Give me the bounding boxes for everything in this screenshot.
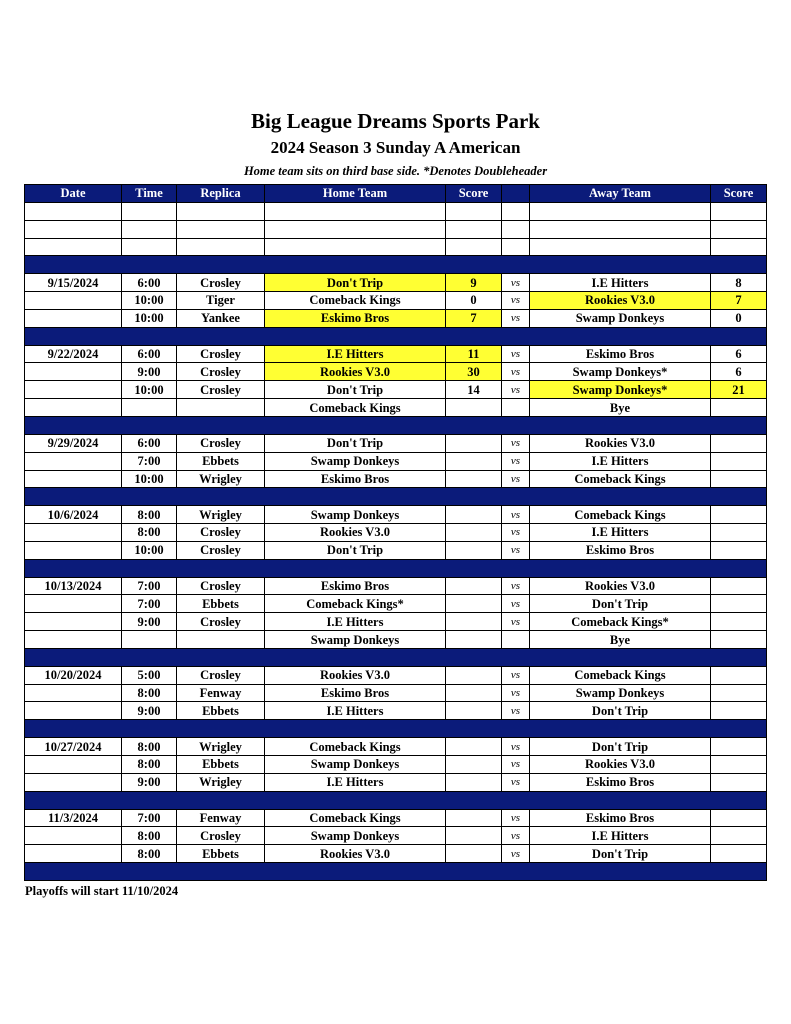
- week-separator: [25, 559, 767, 577]
- home-team: Comeback Kings: [265, 292, 446, 310]
- away-team: Don't Trip: [530, 738, 711, 756]
- game-row: [25, 773, 767, 791]
- game-replica: [177, 631, 265, 649]
- empty-date-cell: [25, 363, 122, 381]
- empty-cell: [177, 202, 265, 220]
- game-row: [25, 631, 767, 649]
- away-team: Swamp Donkeys*: [530, 363, 711, 381]
- game-row: [25, 524, 767, 542]
- home-team: Eskimo Bros: [265, 577, 446, 595]
- game-replica: Crosley: [177, 666, 265, 684]
- empty-cell: [502, 220, 530, 238]
- away-score: 8: [711, 274, 767, 292]
- vs-label: vs: [502, 756, 530, 774]
- vs-label: vs: [502, 773, 530, 791]
- away-team: Don't Trip: [530, 845, 711, 863]
- blank-row: [25, 220, 767, 238]
- away-score: [711, 702, 767, 720]
- home-team: Don't Trip: [265, 274, 446, 292]
- vs-label: vs: [502, 506, 530, 524]
- empty-date-cell: [25, 524, 122, 542]
- separator-bar: [25, 327, 767, 345]
- away-team: Rookies V3.0: [530, 756, 711, 774]
- separator-bar: [25, 791, 767, 809]
- home-team: Swamp Donkeys: [265, 631, 446, 649]
- vs-label: vs: [502, 738, 530, 756]
- away-score: [711, 506, 767, 524]
- empty-cell: [530, 238, 711, 256]
- away-score: [711, 666, 767, 684]
- away-team: Eskimo Bros: [530, 345, 711, 363]
- game-date: 9/29/2024: [25, 434, 122, 452]
- empty-cell: [122, 202, 177, 220]
- separator-bar: [25, 720, 767, 738]
- game-time: 9:00: [122, 613, 177, 631]
- playoffs-note: Playoffs will start 11/10/2024: [25, 884, 179, 898]
- game-time: 8:00: [122, 506, 177, 524]
- home-score: [446, 524, 502, 542]
- game-row: [25, 292, 767, 310]
- game-time: 9:00: [122, 363, 177, 381]
- game-row: [25, 845, 767, 863]
- home-team: Rookies V3.0: [265, 363, 446, 381]
- week-separator: [25, 416, 767, 434]
- away-team: Swamp Donkeys: [530, 684, 711, 702]
- away-score: [711, 809, 767, 827]
- blank-row: [25, 202, 767, 220]
- empty-date-cell: [25, 827, 122, 845]
- game-replica: Wrigley: [177, 470, 265, 488]
- vs-label: vs: [502, 470, 530, 488]
- away-score: 7: [711, 292, 767, 310]
- home-score: 7: [446, 309, 502, 327]
- game-row: [25, 541, 767, 559]
- empty-date-cell: [25, 613, 122, 631]
- game-replica: Ebbets: [177, 702, 265, 720]
- game-time: 7:00: [122, 809, 177, 827]
- empty-date-cell: [25, 631, 122, 649]
- away-team: Comeback Kings: [530, 506, 711, 524]
- home-team: Don't Trip: [265, 381, 446, 399]
- away-score: 0: [711, 309, 767, 327]
- empty-date-cell: [25, 452, 122, 470]
- away-score: [711, 524, 767, 542]
- vs-label: vs: [502, 666, 530, 684]
- game-row: [25, 470, 767, 488]
- game-time: 10:00: [122, 292, 177, 310]
- column-header-home-team: Home Team: [265, 185, 446, 203]
- column-header-time: Time: [122, 185, 177, 203]
- empty-cell: [177, 220, 265, 238]
- game-time: [122, 631, 177, 649]
- away-team: Swamp Donkeys: [530, 309, 711, 327]
- home-score: [446, 827, 502, 845]
- home-team: I.E Hitters: [265, 345, 446, 363]
- home-score: [446, 738, 502, 756]
- empty-cell: [265, 202, 446, 220]
- away-team: Don't Trip: [530, 702, 711, 720]
- home-score: 9: [446, 274, 502, 292]
- vs-label: [502, 631, 530, 649]
- home-team: Comeback Kings: [265, 738, 446, 756]
- game-row: [25, 613, 767, 631]
- game-row: [25, 274, 767, 292]
- home-team: Eskimo Bros: [265, 309, 446, 327]
- vs-label: vs: [502, 827, 530, 845]
- vs-label: vs: [502, 613, 530, 631]
- game-replica: Crosley: [177, 524, 265, 542]
- vs-label: vs: [502, 577, 530, 595]
- empty-date-cell: [25, 292, 122, 310]
- away-score: 6: [711, 363, 767, 381]
- home-score: [446, 756, 502, 774]
- empty-cell: [711, 220, 767, 238]
- empty-cell: [446, 238, 502, 256]
- game-row: [25, 363, 767, 381]
- home-team: I.E Hitters: [265, 613, 446, 631]
- game-time: 10:00: [122, 381, 177, 399]
- game-row: [25, 595, 767, 613]
- away-team: Rookies V3.0: [530, 434, 711, 452]
- empty-cell: [25, 202, 122, 220]
- game-row: [25, 684, 767, 702]
- vs-label: vs: [502, 292, 530, 310]
- home-team: Rookies V3.0: [265, 845, 446, 863]
- away-team: Eskimo Bros: [530, 773, 711, 791]
- week-separator: [25, 327, 767, 345]
- home-team: Swamp Donkeys: [265, 756, 446, 774]
- game-date: 11/3/2024: [25, 809, 122, 827]
- game-date: 10/13/2024: [25, 577, 122, 595]
- week-separator: [25, 648, 767, 666]
- vs-label: vs: [502, 541, 530, 559]
- separator-bar: [25, 416, 767, 434]
- away-team: Bye: [530, 399, 711, 417]
- page-title: Big League Dreams Sports Park: [251, 109, 540, 133]
- game-replica: Crosley: [177, 434, 265, 452]
- game-date: 9/15/2024: [25, 274, 122, 292]
- game-time: 8:00: [122, 756, 177, 774]
- vs-label: vs: [502, 434, 530, 452]
- home-team: Don't Trip: [265, 434, 446, 452]
- game-replica: Crosley: [177, 541, 265, 559]
- game-time: 9:00: [122, 702, 177, 720]
- separator-bar: [25, 488, 767, 506]
- game-time: 6:00: [122, 345, 177, 363]
- game-row: [25, 827, 767, 845]
- empty-cell: [446, 220, 502, 238]
- vs-label: [502, 399, 530, 417]
- empty-date-cell: [25, 541, 122, 559]
- empty-cell: [122, 238, 177, 256]
- game-date: 9/22/2024: [25, 345, 122, 363]
- game-date: 10/27/2024: [25, 738, 122, 756]
- week-separator: [25, 256, 767, 274]
- away-team: Comeback Kings: [530, 666, 711, 684]
- home-score: 11: [446, 345, 502, 363]
- game-time: 9:00: [122, 773, 177, 791]
- home-team: Rookies V3.0: [265, 524, 446, 542]
- empty-date-cell: [25, 845, 122, 863]
- away-score: [711, 827, 767, 845]
- home-score: 0: [446, 292, 502, 310]
- empty-cell: [530, 220, 711, 238]
- empty-cell: [446, 202, 502, 220]
- game-row: [25, 399, 767, 417]
- empty-date-cell: [25, 381, 122, 399]
- home-team: Swamp Donkeys: [265, 506, 446, 524]
- schedule-note: Home team sits on third base side. *Denotes Doubleheader: [243, 164, 548, 178]
- column-header-away-score: Score: [711, 185, 767, 203]
- away-team: Comeback Kings*: [530, 613, 711, 631]
- away-team: Don't Trip: [530, 595, 711, 613]
- away-team: I.E Hitters: [530, 524, 711, 542]
- game-time: [122, 399, 177, 417]
- game-time: 6:00: [122, 274, 177, 292]
- week-separator: [25, 863, 767, 881]
- empty-date-cell: [25, 470, 122, 488]
- game-time: 10:00: [122, 309, 177, 327]
- away-team: Eskimo Bros: [530, 541, 711, 559]
- game-row: [25, 309, 767, 327]
- game-time: 10:00: [122, 470, 177, 488]
- empty-cell: [25, 238, 122, 256]
- vs-label: vs: [502, 595, 530, 613]
- column-header-home-score: Score: [446, 185, 502, 203]
- home-score: [446, 666, 502, 684]
- away-team: Comeback Kings: [530, 470, 711, 488]
- home-score: [446, 506, 502, 524]
- empty-cell: [711, 202, 767, 220]
- away-score: [711, 595, 767, 613]
- home-score: [446, 541, 502, 559]
- game-replica: Crosley: [177, 363, 265, 381]
- game-time: 7:00: [122, 577, 177, 595]
- blank-row: [25, 238, 767, 256]
- game-row: [25, 756, 767, 774]
- away-team: Swamp Donkeys*: [530, 381, 711, 399]
- game-replica: Crosley: [177, 381, 265, 399]
- vs-label: vs: [502, 345, 530, 363]
- home-team: Eskimo Bros: [265, 470, 446, 488]
- empty-cell: [502, 202, 530, 220]
- away-score: [711, 470, 767, 488]
- game-row: [25, 738, 767, 756]
- empty-cell: [25, 220, 122, 238]
- away-score: [711, 773, 767, 791]
- home-team: Eskimo Bros: [265, 684, 446, 702]
- away-score: [711, 738, 767, 756]
- table-header-row: [25, 185, 767, 203]
- page-subtitle: 2024 Season 3 Sunday A American: [270, 138, 521, 157]
- empty-date-cell: [25, 756, 122, 774]
- separator-bar: [25, 559, 767, 577]
- away-team: Eskimo Bros: [530, 809, 711, 827]
- game-row: [25, 702, 767, 720]
- away-team: I.E Hitters: [530, 274, 711, 292]
- away-score: [711, 399, 767, 417]
- separator-bar: [25, 863, 767, 881]
- empty-date-cell: [25, 399, 122, 417]
- home-score: [446, 631, 502, 649]
- vs-label: vs: [502, 684, 530, 702]
- game-row: [25, 666, 767, 684]
- game-time: 6:00: [122, 434, 177, 452]
- vs-label: vs: [502, 363, 530, 381]
- empty-cell: [265, 220, 446, 238]
- game-replica: Crosley: [177, 345, 265, 363]
- empty-cell: [530, 202, 711, 220]
- home-team: Rookies V3.0: [265, 666, 446, 684]
- away-team: Rookies V3.0: [530, 577, 711, 595]
- game-row: [25, 809, 767, 827]
- away-score: [711, 631, 767, 649]
- game-time: 8:00: [122, 738, 177, 756]
- game-time: 10:00: [122, 541, 177, 559]
- home-score: 30: [446, 363, 502, 381]
- empty-cell: [177, 238, 265, 256]
- home-score: [446, 452, 502, 470]
- home-score: [446, 809, 502, 827]
- away-score: [711, 684, 767, 702]
- home-score: [446, 470, 502, 488]
- column-header-replica: Replica: [177, 185, 265, 203]
- vs-label: vs: [502, 274, 530, 292]
- separator-bar: [25, 256, 767, 274]
- game-replica: Ebbets: [177, 595, 265, 613]
- vs-label: vs: [502, 452, 530, 470]
- game-replica: Wrigley: [177, 773, 265, 791]
- home-team: I.E Hitters: [265, 702, 446, 720]
- home-score: [446, 773, 502, 791]
- home-team: Comeback Kings: [265, 399, 446, 417]
- away-score: [711, 756, 767, 774]
- game-time: 8:00: [122, 684, 177, 702]
- game-replica: Ebbets: [177, 452, 265, 470]
- week-separator: [25, 720, 767, 738]
- vs-label: vs: [502, 809, 530, 827]
- home-score: [446, 845, 502, 863]
- game-replica: Crosley: [177, 827, 265, 845]
- game-replica: Wrigley: [177, 506, 265, 524]
- game-row: [25, 577, 767, 595]
- home-team: Comeback Kings*: [265, 595, 446, 613]
- game-time: 8:00: [122, 845, 177, 863]
- game-time: 7:00: [122, 452, 177, 470]
- away-team: I.E Hitters: [530, 827, 711, 845]
- vs-label: vs: [502, 524, 530, 542]
- vs-label: vs: [502, 309, 530, 327]
- game-row: [25, 345, 767, 363]
- game-time: 8:00: [122, 524, 177, 542]
- vs-label: vs: [502, 702, 530, 720]
- game-row: [25, 452, 767, 470]
- home-team: Don't Trip: [265, 541, 446, 559]
- empty-cell: [711, 238, 767, 256]
- game-time: 5:00: [122, 666, 177, 684]
- home-score: [446, 684, 502, 702]
- away-score: [711, 541, 767, 559]
- separator-bar: [25, 648, 767, 666]
- game-replica: Wrigley: [177, 738, 265, 756]
- away-score: 6: [711, 345, 767, 363]
- game-replica: Ebbets: [177, 845, 265, 863]
- game-date: 10/20/2024: [25, 666, 122, 684]
- away-team: Bye: [530, 631, 711, 649]
- vs-label: vs: [502, 845, 530, 863]
- home-team: Swamp Donkeys: [265, 452, 446, 470]
- game-replica: Fenway: [177, 684, 265, 702]
- game-replica: Crosley: [177, 613, 265, 631]
- home-score: [446, 399, 502, 417]
- away-team: Rookies V3.0: [530, 292, 711, 310]
- game-row: [25, 434, 767, 452]
- away-score: [711, 452, 767, 470]
- empty-cell: [122, 220, 177, 238]
- game-row: [25, 506, 767, 524]
- empty-date-cell: [25, 684, 122, 702]
- home-team: Comeback Kings: [265, 809, 446, 827]
- game-replica: Crosley: [177, 274, 265, 292]
- schedule-table: [24, 184, 767, 881]
- home-score: [446, 577, 502, 595]
- home-team: I.E Hitters: [265, 773, 446, 791]
- empty-cell: [502, 238, 530, 256]
- empty-date-cell: [25, 773, 122, 791]
- empty-date-cell: [25, 309, 122, 327]
- home-team: Swamp Donkeys: [265, 827, 446, 845]
- game-replica: Crosley: [177, 577, 265, 595]
- game-time: 8:00: [122, 827, 177, 845]
- away-team: I.E Hitters: [530, 452, 711, 470]
- game-time: 7:00: [122, 595, 177, 613]
- home-score: [446, 595, 502, 613]
- game-replica: Fenway: [177, 809, 265, 827]
- vs-label: vs: [502, 381, 530, 399]
- game-replica: [177, 399, 265, 417]
- away-score: [711, 577, 767, 595]
- game-replica: Ebbets: [177, 756, 265, 774]
- home-score: [446, 613, 502, 631]
- home-score: 14: [446, 381, 502, 399]
- home-score: [446, 434, 502, 452]
- away-score: [711, 613, 767, 631]
- game-replica: Tiger: [177, 292, 265, 310]
- away-score: [711, 845, 767, 863]
- game-row: [25, 381, 767, 399]
- game-date: 10/6/2024: [25, 506, 122, 524]
- week-separator: [25, 488, 767, 506]
- away-score: 21: [711, 381, 767, 399]
- week-separator: [25, 791, 767, 809]
- home-score: [446, 702, 502, 720]
- empty-cell: [265, 238, 446, 256]
- game-replica: Yankee: [177, 309, 265, 327]
- away-score: [711, 434, 767, 452]
- column-header-away-team: Away Team: [530, 185, 711, 203]
- empty-date-cell: [25, 595, 122, 613]
- empty-date-cell: [25, 702, 122, 720]
- column-header-date: Date: [25, 185, 122, 203]
- column-header-vs: [502, 185, 530, 203]
